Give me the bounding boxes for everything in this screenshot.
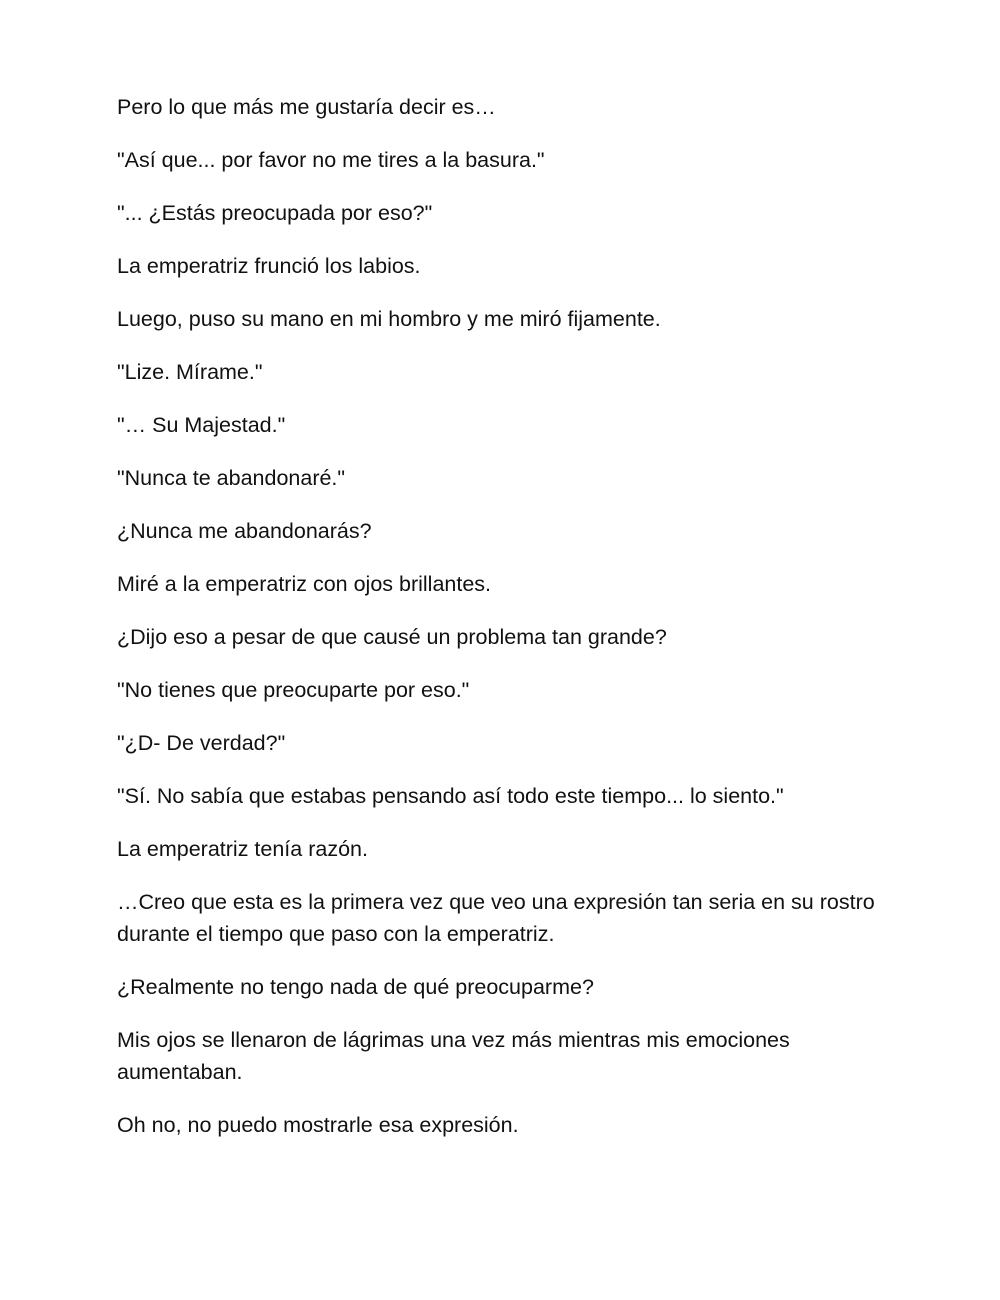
paragraph: ¿Nunca me abandonarás? — [117, 519, 372, 543]
paragraph: "… Su Majestad." — [117, 413, 286, 437]
paragraph: …Creo que esta es la primera vez que veo una expresión tan seria en su rostro durante el tiempo que paso con la emperatriz. — [117, 890, 875, 946]
paragraph: ¿Dijo eso a pesar de que causé un problema tan grande? — [117, 625, 667, 649]
paragraph: Luego, puso su mano en mi hombro y me miró fijamente. — [117, 307, 661, 331]
paragraph: Pero lo que más me gustaría decir es… — [117, 95, 496, 119]
paragraph: ¿Realmente no tengo nada de qué preocuparme? — [117, 975, 594, 999]
paragraph: "Nunca te abandonaré." — [117, 466, 346, 490]
paragraph: La emperatriz frunció los labios. — [117, 254, 421, 278]
paragraph: "Así que... por favor no me tires a la basura." — [117, 148, 545, 172]
paragraph: Oh no, no puedo mostrarle esa expresión. — [117, 1113, 519, 1137]
paragraph: "Lize. Mírame." — [117, 360, 263, 384]
paragraph: "... ¿Estás preocupada por eso?" — [117, 201, 433, 225]
paragraph: La emperatriz tenía razón. — [117, 837, 368, 861]
paragraph: "Sí. No sabía que estabas pensando así todo este tiempo... lo siento." — [117, 784, 784, 808]
paragraph: Miré a la emperatriz con ojos brillantes. — [117, 572, 492, 596]
paragraph: "¿D- De verdad?" — [117, 731, 286, 755]
paragraph: Mis ojos se llenaron de lágrimas una vez más mientras mis emociones aumentaban. — [117, 1028, 790, 1084]
paragraph: "No tienes que preocuparte por eso." — [117, 678, 470, 702]
